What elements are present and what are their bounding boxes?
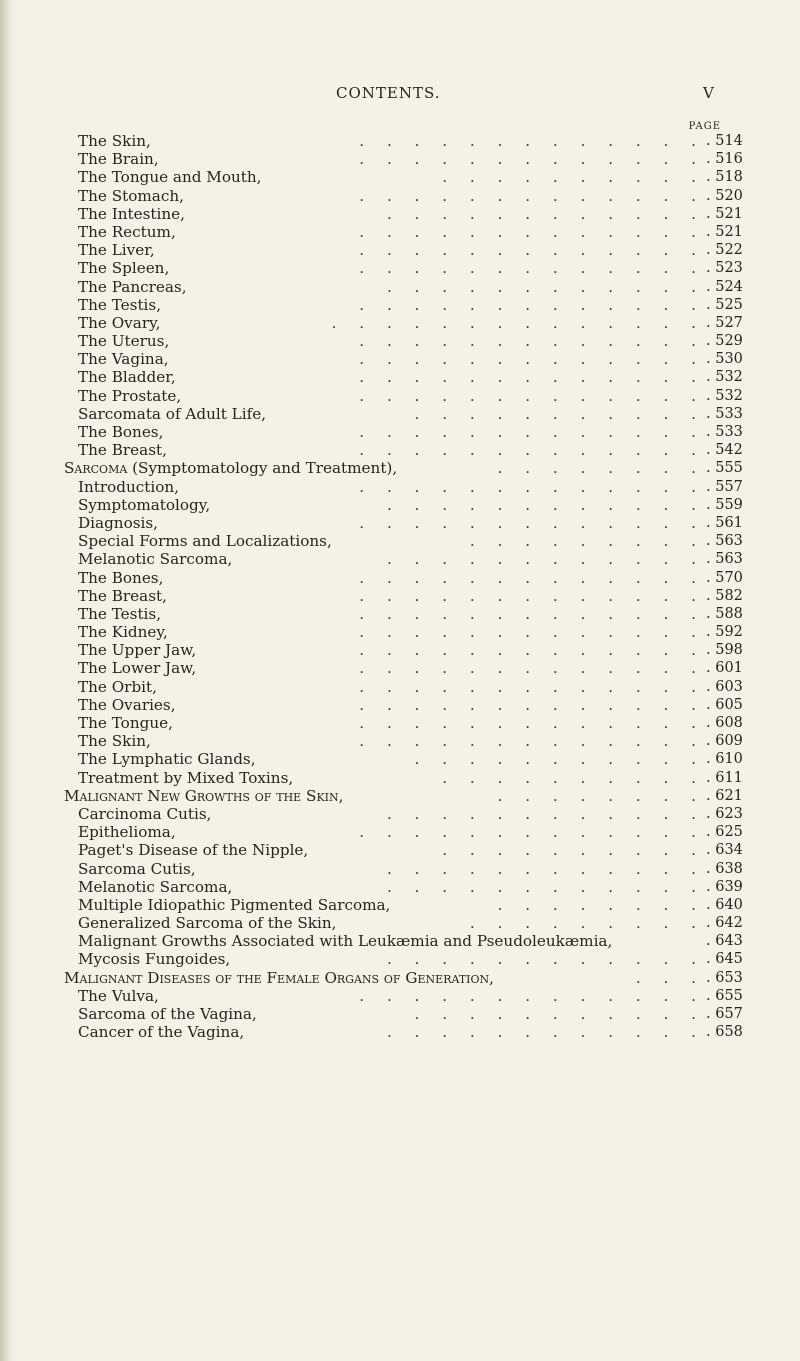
toc-entry-title: Sarcoma Cutis,: [78, 859, 196, 878]
toc-entry: [0, 860, 800, 878]
toc-entry-title: Special Forms and Localizations,: [78, 532, 332, 551]
dot-leader: . . . . . . . . . . . . .: [359, 150, 705, 169]
dot-leader: . . . . . . . . . . . . .: [359, 368, 705, 387]
page-title: CONTENTS.: [336, 84, 441, 102]
dot-leader: . . . . . . . . . . . . .: [359, 695, 705, 714]
toc-entry: [0, 514, 800, 532]
toc-entry-title: Multiple Idiopathic Pigmented Sarcoma,: [78, 895, 391, 914]
dot-leader: . . . . . . . . . . . . .: [359, 241, 705, 260]
dot-leader: . . . . . . . . . . . .: [386, 950, 705, 969]
toc-entry-title: The Tongue,: [78, 714, 173, 732]
dot-leader: . . . . . . . . . . . .: [386, 859, 705, 878]
toc-entry-title: The Ovaries,: [78, 695, 176, 714]
dot-leader: . . . . . . . . . . . . .: [359, 659, 705, 678]
toc-entry: [0, 805, 800, 823]
dot-leader: . . . . . . . . . . . .: [386, 277, 705, 296]
page-header: [0, 84, 800, 108]
toc-entry: [0, 132, 800, 150]
toc-page-number: . 570: [706, 569, 743, 586]
toc-entry: [0, 405, 800, 423]
toc-entry-title: The Tongue and Mouth,: [78, 168, 262, 187]
toc-entry: [0, 1023, 800, 1041]
dot-leader: . . . . . . . . . . . . .: [359, 623, 705, 642]
toc-entry: [0, 1005, 800, 1023]
toc-entry: [0, 587, 800, 605]
dot-leader: . . . . . . . . . . . .: [386, 804, 705, 823]
dot-leader: . . . . . . . . . . . . .: [359, 604, 705, 623]
toc-entry-title: The Brain,: [78, 150, 159, 169]
table-of-contents: [0, 132, 800, 1041]
toc-entry-title: The Intestine,: [78, 204, 185, 223]
toc-entry: [0, 932, 800, 950]
toc-entry-title: The Liver,: [78, 241, 155, 260]
toc-entry: [0, 623, 800, 641]
page-column-label: PAGE: [688, 121, 721, 132]
dot-leader: . . . . . . . . . . . . .: [359, 677, 705, 696]
toc-entry: [0, 750, 800, 768]
toc-page-number: . 527: [706, 314, 743, 331]
toc-page-number: . 657: [706, 1006, 743, 1022]
toc-entry: [0, 914, 800, 932]
toc-entry-title: Epithelioma,: [78, 823, 176, 842]
toc-entry-title: Melanotic Sarcoma,: [78, 550, 233, 569]
toc-page-number: . 645: [706, 951, 743, 968]
toc-page-number: . 561: [706, 514, 743, 531]
dot-leader: . . . . . . . . .: [469, 914, 705, 933]
toc-entry: [0, 823, 800, 841]
dot-leader: . . . . . . . . . . .: [414, 1005, 705, 1023]
toc-entry-title: The Spleen,: [78, 259, 170, 278]
dot-leader: . . . . . . . . . . . .: [386, 1023, 705, 1042]
toc-entry: [0, 659, 800, 677]
toc-page-number: . 588: [706, 605, 743, 622]
toc-entry-title: The Breast,: [78, 586, 167, 605]
toc-entry: [0, 150, 800, 168]
toc-page-number: . 557: [706, 478, 743, 495]
toc-entry-title: The Bladder,: [78, 368, 176, 387]
toc-page-number: . 634: [706, 842, 743, 859]
toc-entry: [0, 314, 800, 332]
dot-leader: . . . . . . . .: [497, 786, 705, 805]
toc-entry-title: The Uterus,: [78, 332, 170, 351]
dot-leader: . . . . . . . .: [497, 459, 705, 478]
toc-page-number: . 555: [706, 460, 743, 477]
toc-entry-title: Malignant New Growths of the Skin,: [64, 786, 344, 805]
toc-entry-title: The Skin,: [78, 132, 151, 150]
toc-page-number: . 609: [706, 733, 743, 750]
dot-leader: . . . . . . . . . . . . .: [359, 513, 705, 532]
dot-leader: . . . . . . . . . .: [442, 768, 705, 787]
dot-leader: . . . . . . . . . . . . .: [359, 186, 705, 205]
toc-entry-title: The Breast,: [78, 441, 167, 460]
toc-page-number: . 605: [706, 696, 743, 713]
dot-leader: . . . . . . . . . . . . .: [359, 568, 705, 587]
toc-entry-title: The Orbit,: [78, 677, 157, 696]
toc-page-number: . 639: [706, 878, 743, 895]
toc-entry: [0, 496, 800, 514]
toc-entry: [0, 332, 800, 350]
toc-entry-title: Cancer of the Vagina,: [78, 1023, 245, 1042]
toc-entry-title: The Lymphatic Glands,: [78, 750, 256, 769]
dot-leader: . . . . . . . . . . . . .: [359, 259, 705, 278]
toc-entry-title: The Rectum,: [78, 222, 176, 241]
dot-leader: . . . . . . . . . . . .: [386, 550, 705, 569]
dot-leader: . . . . . . . . . . . . .: [359, 641, 705, 660]
toc-entry-title: The Stomach,: [78, 186, 184, 205]
toc-entry-title: Treatment by Mixed Toxins,: [78, 768, 294, 787]
toc-entry: [0, 387, 800, 405]
toc-entry-title: The Bones,: [78, 568, 164, 587]
toc-entry-title: Diagnosis,: [78, 513, 159, 532]
toc-page-number: . 640: [706, 896, 743, 913]
toc-entry: [0, 769, 800, 787]
toc-page-number: . 601: [706, 660, 743, 677]
toc-page-number: . 638: [706, 860, 743, 877]
dot-leader: . . . . . . . . . . . . .: [359, 132, 705, 150]
toc-entry-title: Malignant Growths Associated with Leukæmia and Pseudoleukæmia,: [78, 932, 613, 951]
dot-leader: . . . . . . . . . . . . .: [359, 714, 705, 732]
toc-page-number: . 621: [706, 787, 743, 804]
toc-page-number: . 518: [706, 169, 743, 186]
toc-entry: [0, 423, 800, 441]
dot-leader: . . . . . . . . . . . . .: [359, 477, 705, 496]
toc-entry-title: The Vagina,: [78, 350, 169, 369]
toc-entry-title: Symptomatology,: [78, 495, 211, 514]
toc-page-number: . 598: [706, 642, 743, 659]
toc-entry: [0, 278, 800, 296]
dot-leader: . . . . . . . . . . . . .: [359, 423, 705, 441]
toc-entry-title: The Bones,: [78, 423, 164, 441]
dot-leader: . . . . . . . . . . . . .: [359, 823, 705, 842]
toc-page-number: . 520: [706, 187, 743, 204]
toc-entry-title: The Testis,: [78, 295, 162, 314]
dot-leader: . . . . . . . .: [497, 895, 705, 914]
toc-page-number: . 523: [706, 260, 743, 277]
toc-entry-title: The Vulva,: [78, 986, 159, 1005]
toc-entry-title: The Kidney,: [78, 623, 168, 642]
toc-page-number: . 533: [706, 405, 743, 422]
toc-page-number: . 643: [706, 933, 743, 950]
toc-entry-title: Sarcoma of the Vagina,: [78, 1005, 257, 1023]
toc-page-number: . 623: [706, 805, 743, 822]
toc-page-number: . 530: [706, 351, 743, 368]
toc-entry: [0, 605, 800, 623]
toc-entry-title: Sarcomata of Adult Life,: [78, 404, 267, 423]
toc-entry: [0, 950, 800, 968]
dot-leader: . . . . . . . . . . . . .: [359, 986, 705, 1005]
toc-entry: [0, 241, 800, 259]
dot-leader: . . . . . . . . . . .: [414, 750, 705, 769]
toc-page-number: . 521: [706, 205, 743, 222]
toc-page-number: . 532: [706, 369, 743, 386]
toc-entry: [0, 732, 800, 750]
toc-entry-title: The Skin,: [78, 732, 151, 751]
toc-entry: [0, 350, 800, 368]
toc-entry-title: Malignant Diseases of the Female Organs of Generation,: [64, 968, 494, 987]
toc-entry: [0, 550, 800, 568]
dot-leader: . . . . . . . . . . . . .: [359, 586, 705, 605]
toc-entry: [0, 987, 800, 1005]
toc-page-number: . 525: [706, 296, 743, 313]
dot-leader: . . .: [635, 968, 705, 987]
toc-section-heading: Sarcoma: [64, 459, 128, 478]
toc-section-subtitle: (Symptomatology and Treatment),: [127, 459, 398, 478]
page-number: V: [703, 84, 714, 102]
toc-entry-title: The Ovary,: [78, 313, 161, 332]
dot-leader: . . . . . . . . . .: [442, 168, 705, 187]
toc-section-entry: [0, 969, 800, 987]
dot-leader: . . . . . . . . .: [469, 532, 705, 551]
toc-page-number: . 524: [706, 278, 743, 295]
toc-section-entry: [0, 459, 800, 477]
toc-entry-title: Generalized Sarcoma of the Skin,: [78, 914, 337, 933]
toc-entry-title: [64, 459, 397, 477]
toc-page-number: . 529: [706, 333, 743, 350]
toc-page-number: . 533: [706, 424, 743, 440]
dot-leader: . . . . . . . . . . . . .: [359, 386, 705, 405]
toc-entry-title: Introduction,: [78, 477, 180, 496]
toc-entry-title: Paget's Disease of the Nipple,: [78, 841, 309, 860]
toc-section-entry: [0, 787, 800, 805]
dot-leader: . . . . . . . . . . . .: [386, 495, 705, 514]
dot-leader: . . . . . . . . . . . . .: [359, 732, 705, 751]
toc-entry: [0, 641, 800, 659]
toc-page-number: . 603: [706, 678, 743, 695]
toc-page-number: . 559: [706, 496, 743, 513]
toc-page-number: . 592: [706, 624, 743, 641]
toc-page-number: . 611: [706, 769, 743, 786]
toc-page-number: . 653: [706, 969, 743, 986]
toc-entry-title: The Lower Jaw,: [78, 659, 197, 678]
toc-entry-title: The Upper Jaw,: [78, 641, 197, 660]
toc-entry-title: Melanotic Sarcoma,: [78, 877, 233, 896]
toc-page-number: . 563: [706, 551, 743, 568]
dot-leader: . . . . . . . . . . . . . .: [331, 313, 705, 332]
dot-leader: . . . . . . . . . . . .: [386, 204, 705, 223]
dot-leader: . . . . . . . . . . . .: [386, 877, 705, 896]
toc-page-number: . 658: [706, 1024, 743, 1041]
dot-leader: . . . . . . . . . . . . .: [359, 350, 705, 369]
toc-page-number: . 655: [706, 987, 743, 1004]
dot-leader: . . . . . . . . . . .: [414, 404, 705, 423]
toc-entry: [0, 168, 800, 186]
toc-page-number: . 514: [706, 133, 743, 149]
toc-page-number: . 516: [706, 151, 743, 168]
toc-entry-title: The Testis,: [78, 604, 162, 623]
toc-entry: [0, 296, 800, 314]
toc-entry: [0, 841, 800, 859]
toc-page-number: . 582: [706, 587, 743, 604]
dot-leader: . . . . . . . . . . . . .: [359, 332, 705, 351]
toc-entry: [0, 478, 800, 496]
dot-leader: . . . . . . . . . . . . .: [359, 295, 705, 314]
toc-page-number: . 532: [706, 387, 743, 404]
toc-page-number: . 522: [706, 242, 743, 259]
toc-entry: [0, 678, 800, 696]
toc-page-number: . 542: [706, 442, 743, 459]
toc-entry-title: Carcinoma Cutis,: [78, 804, 212, 823]
toc-entry: [0, 532, 800, 550]
toc-entry: [0, 205, 800, 223]
toc-entry-title: The Prostate,: [78, 386, 182, 405]
dot-leader: . . . . . . . . . .: [442, 841, 705, 860]
toc-page-number: . 521: [706, 223, 743, 240]
toc-entry: [0, 696, 800, 714]
toc-entry: [0, 187, 800, 205]
toc-entry: [0, 714, 800, 732]
toc-entry: [0, 368, 800, 386]
toc-entry: [0, 441, 800, 459]
toc-entry: [0, 896, 800, 914]
toc-page-number: . 608: [706, 715, 743, 731]
toc-entry: [0, 878, 800, 896]
toc-entry-title: Mycosis Fungoides,: [78, 950, 231, 969]
toc-entry-title: The Pancreas,: [78, 277, 187, 296]
toc-page-number: . 625: [706, 824, 743, 841]
toc-entry: [0, 259, 800, 277]
toc-entry: [0, 569, 800, 587]
toc-page-number: . 563: [706, 533, 743, 550]
dot-leader: . . . . . . . . . . . . .: [359, 222, 705, 241]
toc-page-number: . 610: [706, 751, 743, 768]
toc-entry: [0, 223, 800, 241]
toc-page-number: . 642: [706, 915, 743, 932]
dot-leader: . . . . . . . . . . . . .: [359, 441, 705, 460]
